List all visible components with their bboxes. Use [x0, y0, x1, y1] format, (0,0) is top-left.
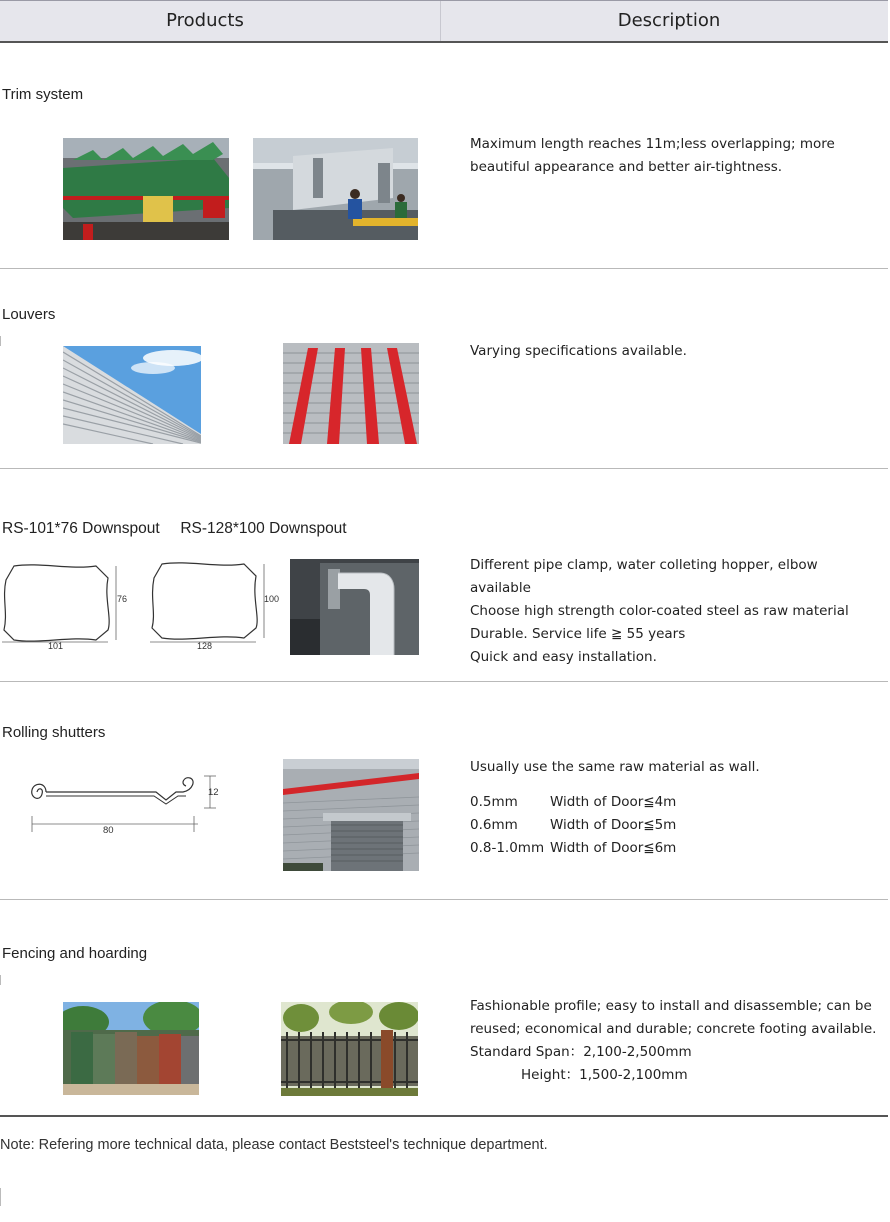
section-title-louvers: Louvers	[2, 306, 56, 323]
downspout-elbow-photo	[290, 559, 419, 655]
header-divider	[440, 1, 441, 41]
trim-system-description: Maximum length reaches 11m;less overlapping; more beautiful appearance and better air-tightness.	[470, 136, 835, 175]
technical-note: Note: Refering more technical data, please contact Beststeel's technique department.	[0, 1137, 548, 1153]
rolling-shutter-profile-diagram	[18, 770, 218, 840]
downspout-128-profile-diagram	[148, 558, 276, 654]
row-divider	[0, 468, 888, 469]
louvers-photo-2	[283, 343, 419, 444]
height-row: Height：1,500-2,100mm	[521, 1067, 688, 1083]
row-divider	[0, 268, 888, 269]
fencing-photo-1	[63, 1002, 199, 1095]
rolling-shutter-photo	[283, 759, 419, 871]
trim-machine-photo-2	[253, 138, 418, 240]
rolling-shutter-width-label: 80	[103, 825, 114, 836]
table-bottom-border	[0, 1115, 888, 1117]
downspout-101-width-label: 101	[48, 641, 64, 651]
fencing-description: Fashionable profile; easy to install and disassemble; can be reused; economical and durable; concrete footing available. Standard Span：2,100-2,500mm Height：1,500-2,100mm	[470, 995, 880, 1087]
spec-row: 0.8-1.0mm Width of Door≦6m	[470, 840, 677, 856]
downspout-101-profile-diagram	[0, 558, 128, 654]
downspout-title-a: RS-101*76 Downspout	[2, 520, 160, 537]
section-title-fencing: Fencing and hoarding	[2, 945, 148, 962]
table-header	[0, 0, 888, 43]
standard-span-row: Standard Span：2,100-2,500mm	[470, 1044, 692, 1060]
spec-row: 0.5mm Width of Door≦4m	[470, 794, 677, 810]
downspout-128-height-label: 100	[264, 594, 280, 604]
section-title-trim-system: Trim system	[2, 86, 84, 103]
products-column-header: Products	[166, 10, 244, 31]
louvers-description: Varying specifications available.	[470, 343, 687, 359]
margin-mark	[0, 1188, 1, 1206]
margin-mark	[0, 336, 1, 346]
section-title-rolling-shutters: Rolling shutters	[2, 724, 106, 741]
downspout-title-b: RS-128*100 Downspout	[180, 520, 347, 537]
louvers-photo-1	[63, 346, 201, 444]
row-divider	[0, 899, 888, 900]
rolling-shutters-description: Usually use the same raw material as wall. 0.5mm Width of Door≦4m 0.6mm Width of Door≦5m 0.8-1.0mm Width of Door≦6m	[470, 756, 880, 860]
downspout-101-height-label: 76	[117, 594, 128, 604]
fencing-photo-2	[281, 1002, 418, 1096]
row-divider	[0, 681, 888, 682]
rolling-shutter-height-label: 12	[208, 787, 219, 798]
section-title-downspout	[2, 520, 347, 538]
spec-row: 0.6mm Width of Door≦5m	[470, 817, 677, 833]
downspout-description: Different pipe clamp, water colleting hopper, elbow available Choose high strength color-coated steel as raw material Durable. Service life ≧ 55 years Quick and easy installation.	[470, 557, 849, 665]
downspout-128-width-label: 128	[197, 641, 213, 651]
trim-machine-photo-1	[63, 138, 229, 240]
description-column-header: Description	[617, 10, 721, 31]
margin-mark	[0, 975, 1, 985]
